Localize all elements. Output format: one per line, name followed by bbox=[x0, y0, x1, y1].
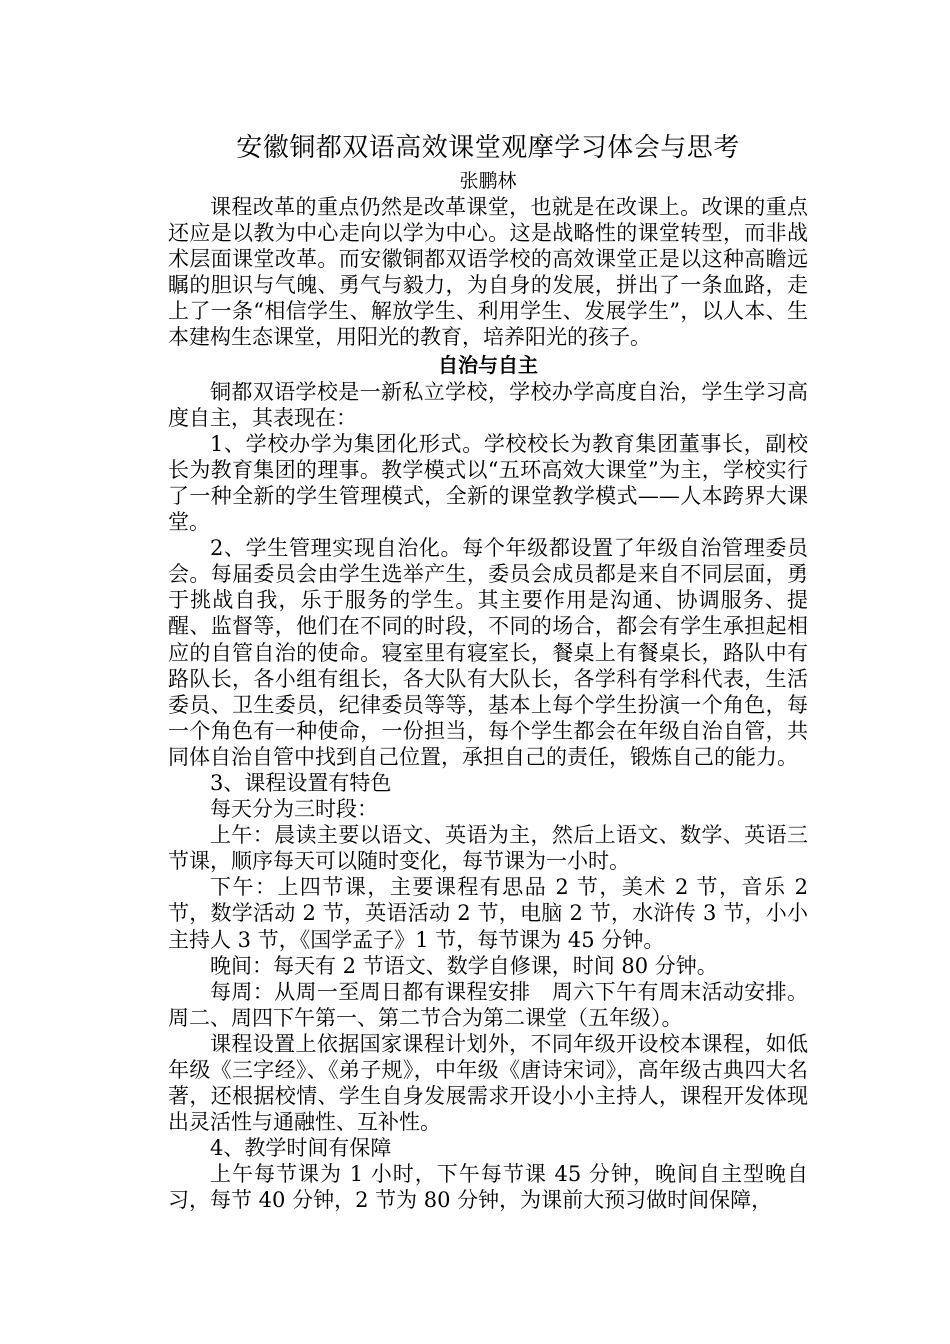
body-paragraph: 1、学校办学为集团化形式。学校校长为教育集团董事长，副校长为教育集团的理事。教学模式以“五环高效大课堂”为主，学校实行了一种全新的学生管理模式，全新的课堂教学模式——人本跨界大课堂。 bbox=[168, 431, 808, 535]
body-paragraph: 每天分为三时段： bbox=[210, 797, 378, 822]
body-paragraph: 每周：从周一至周日都有课程安排 周六下午有周末活动安排。周二、周四下午第一、第二节合为第二课堂（五年级）。 bbox=[168, 979, 808, 1030]
author-name: 张鹏林 bbox=[459, 170, 517, 192]
body-paragraph: 铜都双语学校是一新私立学校，学校办学高度自治，学生学习高度自主，其表现在： bbox=[168, 379, 808, 430]
section-heading: 自治与自主 bbox=[438, 352, 538, 377]
body-paragraph: 2、学生管理实现自治化。每个年级都设置了年级自治管理委员会。每届委员会由学生选举产生，委员会成员都是来自不同层面，勇于挑战自我，乐于服务的学生。其主要作用是沟通、协调服务、提醒、监督等，他们在不同的时段，不同的场合，都会有学生承担起相应的自管自治的使命。寝室里有寝室长，餐桌上有餐桌长，路队中有路队长，各小组有组长，各大队有大队长，各学科有学科代表，生活委员、卫生委员，纪律委员等等，基本上每个学生扮演一个角色，每一个角色有一种使命，一份担当，每个学生都会在年级自治自管，共同体自治自管中找到自己位置，承担自己的责任，锻炼自己的能力。 bbox=[168, 536, 808, 769]
document-title: 安徽铜都双语高效课堂观摩学习体会与思考 bbox=[236, 133, 740, 163]
body-paragraph: 课程设置上依据国家课程计划外，不同年级开设校本课程，如低年级《三字经》、《弟子规》，中年级《唐诗宋词》，高年级古典四大名著，还根据校情、学生自身发展需求开设小小主持人，课程开发体现出灵活性与通融性、互补性。 bbox=[168, 1031, 808, 1135]
body-paragraph: 晚间：每天有 2 节语文、数学自修课，时间 80 分钟。 bbox=[210, 953, 718, 978]
body-paragraph: 下午：上四节课，主要课程有思品 2 节，美术 2 节，音乐 2 节，数学活动 2 节，英语活动 2 节，电脑 2 节，水浒传 3 节，小小主持人 3 节，《国学孟子》1 节，每节课为 45 分钟。 bbox=[168, 875, 808, 952]
intro-paragraph: 课程改革的重点仍然是改革课堂，也就是在改课上。改课的重点还应是以教为中心走向以学为中心。这是战略性的课堂转型，而非战术层面课堂改革。而安徽铜都双语学校的高效课堂正是以这种高瞻远瞩的胆识与气魄、勇气与毅力，为自身的发展，拼出了一条血路，走上了一条“相信学生、解放学生、利用学生、发展学生”，以人本、生本建构生态课堂，用阳光的教育，培养阳光的孩子。 bbox=[168, 195, 808, 350]
body-paragraph: 上午每节课为 1 小时，下午每节课 45 分钟，晚间自主型晚自习，每节 40 分钟，2 节为 80 分钟，为课前大预习做时间保障， bbox=[168, 1162, 808, 1213]
body-paragraph: 上午：晨读主要以语文、英语为主，然后上语文、数学、英语三节课，顺序每天可以随时变化，每节课为一小时。 bbox=[168, 823, 808, 874]
body-paragraph: 3、课程设置有特色 bbox=[210, 770, 392, 795]
document-page bbox=[168, 128, 808, 1214]
body-paragraph: 4、教学时间有保障 bbox=[210, 1136, 392, 1161]
